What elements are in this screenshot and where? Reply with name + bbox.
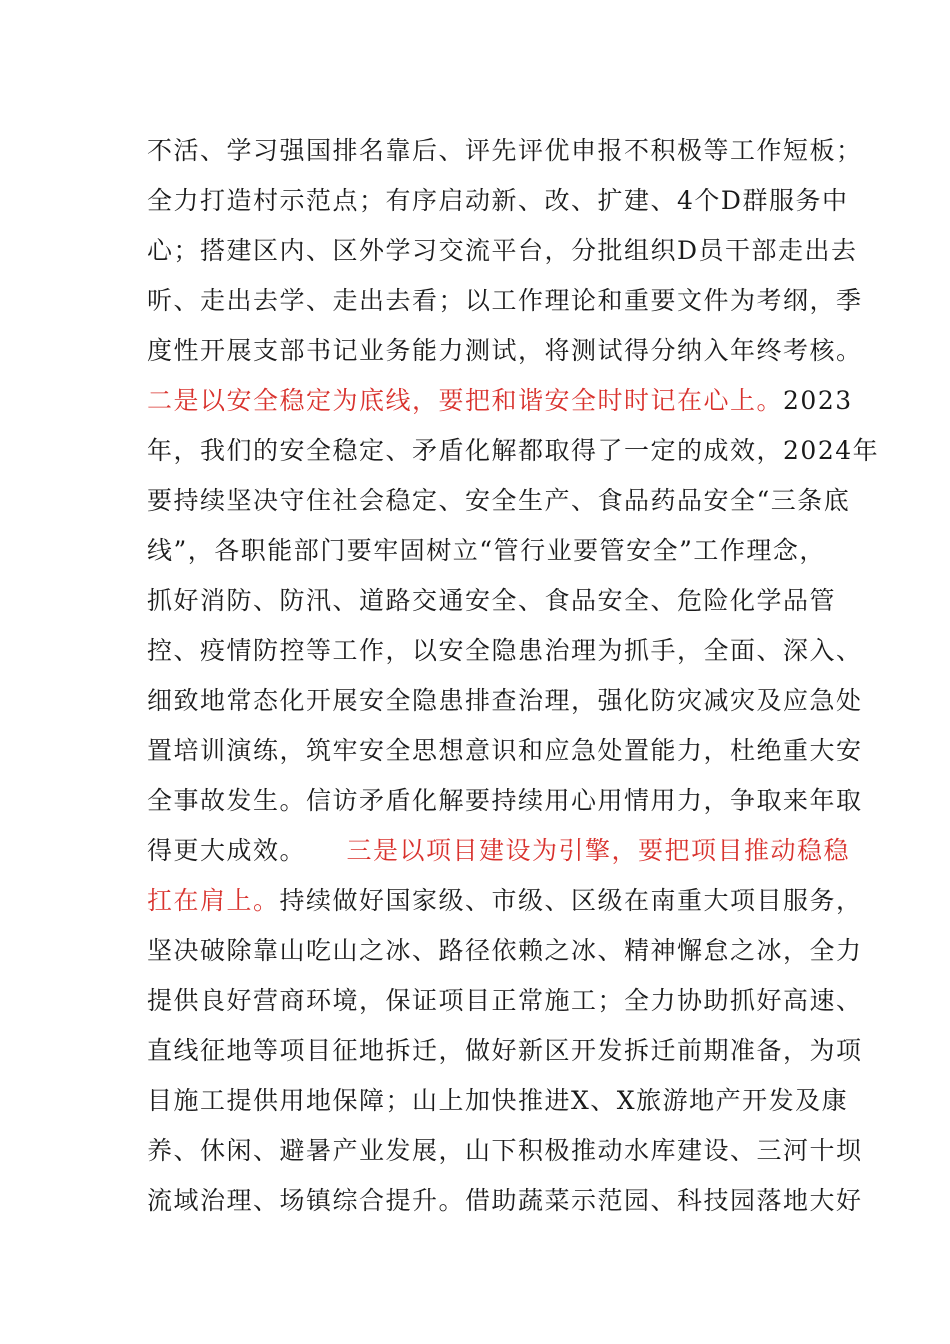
text-segment: 直线征地等项目征地拆迁，做好新区开发拆迁前期准备，为项 xyxy=(147,1036,863,1065)
text-segment: 提供良好营商环境，保证项目正常施工；全力协助抓好高速、 xyxy=(147,986,863,1015)
text-line xyxy=(147,427,880,475)
text-line xyxy=(147,177,849,225)
text-segment: 全力打造村示范点；有序启动新、改、扩建、4个D群服务中 xyxy=(147,186,849,215)
text-segment: 得更大成效。 xyxy=(147,836,347,865)
text-line xyxy=(147,327,863,375)
text-segment: 听、走出去学、走出去看；以工作理论和重要文件为考纲，季 xyxy=(147,286,863,315)
text-line xyxy=(147,1127,863,1175)
text-segment: 目施工提供用地保障；山上加快推进X、X旅游地产开发及康 xyxy=(147,1086,849,1115)
text-segment: 持续做好国家级、市级、区级在南重大项目服务， xyxy=(279,886,863,915)
text-segment: 坚决破除靠山吃山之冰、路径依赖之冰、精神懈怠之冰，全力 xyxy=(147,936,863,965)
text-line xyxy=(147,877,863,925)
text-segment: 线”，各职能部门要牢固树立“管行业要管安全”工作理念， xyxy=(147,536,826,565)
text-segment: 要持续坚决守住社会稳定、安全生产、食品药品安全“三条底 xyxy=(147,486,851,515)
text-line xyxy=(147,527,826,575)
text-line xyxy=(147,1177,863,1225)
text-segment: 2023 xyxy=(783,386,853,415)
text-line xyxy=(147,577,837,625)
text-line xyxy=(147,827,851,875)
heading-segment: 扛在肩上。 xyxy=(147,886,280,915)
heading-segment: 三是以项目建设为引擎，要把项目推动稳稳 xyxy=(346,836,851,865)
text-line xyxy=(147,227,858,275)
text-segment: 细致地常态化开展安全隐患排查治理，强化防灾减灾及应急处 xyxy=(147,686,863,715)
text-line xyxy=(147,677,863,725)
text-segment: 控、疫情防控等工作，以安全隐患治理为抓手，全面、深入、 xyxy=(147,636,863,665)
text-segment: 置培训演练，筑牢安全思想意识和应急处置能力，杜绝重大安 xyxy=(147,736,863,765)
text-line xyxy=(147,127,863,175)
text-line xyxy=(147,927,863,975)
text-segment: 抓好消防、防汛、道路交通安全、食品安全、危险化学品管 xyxy=(147,586,837,615)
text-segment: 不活、学习强国排名靠后、评先评优申报不积极等工作短板； xyxy=(147,136,863,165)
text-line xyxy=(147,377,853,425)
text-line xyxy=(147,477,851,525)
text-segment: 流域治理、场镇综合提升。借助蔬菜示范园、科技园落地大好 xyxy=(147,1186,863,1215)
text-line xyxy=(147,977,863,1025)
text-line xyxy=(147,1027,863,1075)
text-segment: 度性开展支部书记业务能力测试，将测试得分纳入年终考核。 xyxy=(147,336,863,365)
text-line xyxy=(147,627,863,675)
text-segment: 年，我们的安全稳定、矛盾化解都取得了一定的成效，2024年 xyxy=(147,436,880,465)
heading-segment: 二是以安全稳定为底线，要把和谐安全时时记在心上。 xyxy=(147,386,784,415)
text-line xyxy=(147,1077,849,1125)
text-line xyxy=(147,727,863,775)
text-line xyxy=(147,277,863,325)
text-segment: 养、休闲、避暑产业发展，山下积极推动水库建设、三河十坝 xyxy=(147,1136,863,1165)
text-segment: 心；搭建区内、区外学习交流平台，分批组织D员干部走出去 xyxy=(147,236,858,265)
text-line xyxy=(147,777,863,825)
text-segment: 全事故发生。信访矛盾化解要持续用心用情用力，争取来年取 xyxy=(147,786,863,815)
